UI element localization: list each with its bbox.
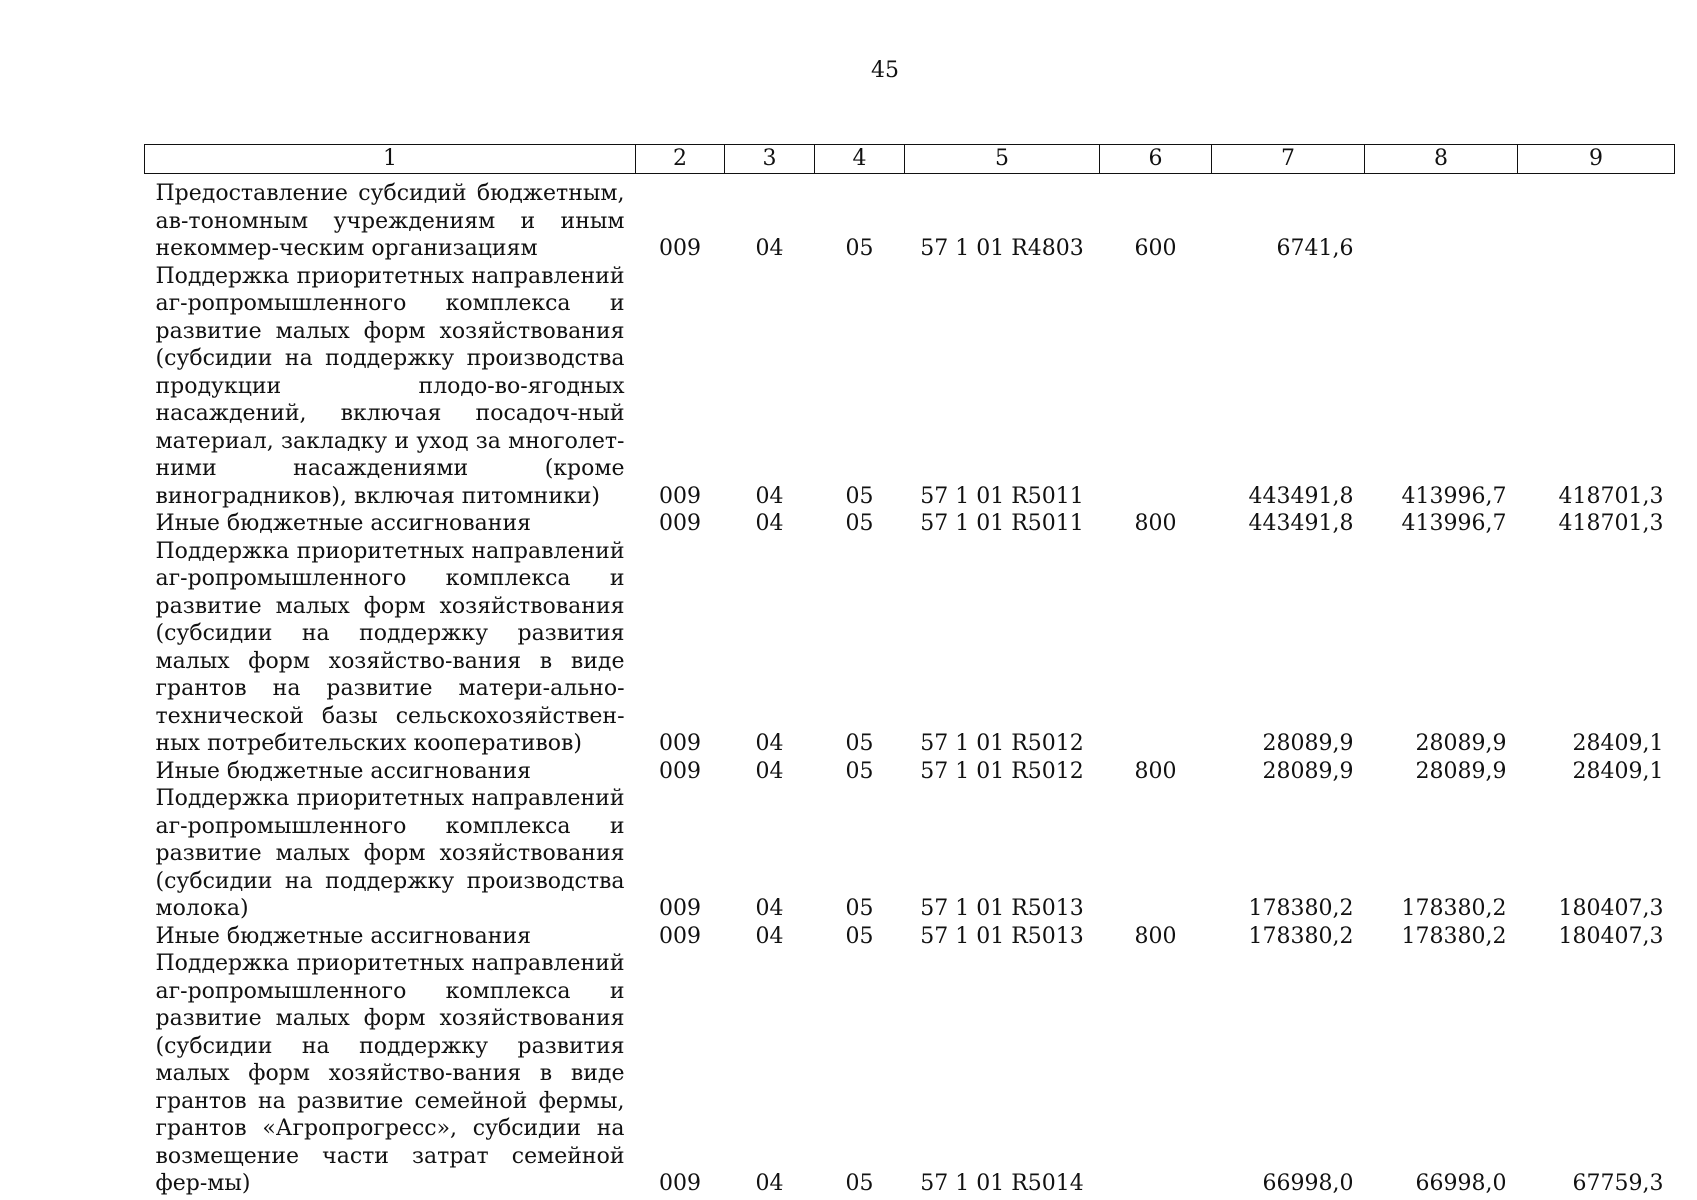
row-section-code: 04 — [755, 236, 784, 261]
row-ministry-code: 009 — [659, 511, 701, 536]
row-ministry-code: 009 — [659, 896, 701, 921]
row-ministry-code: 009 — [659, 923, 701, 949]
row-target-article: 57 1 01 R5011 — [920, 483, 1084, 509]
row-amount-9: 418701,3 — [1558, 483, 1664, 509]
row-section-code: 04 — [755, 511, 784, 536]
row-amount-9: 67759,3 — [1572, 1171, 1664, 1196]
row-ministry-code: 009 — [659, 758, 701, 784]
row-expense-type — [1100, 263, 1212, 511]
row-expense-type: 800 — [1134, 923, 1177, 949]
row-subsection-code: 05 — [845, 758, 874, 784]
row-amount-7: 443491,8 — [1248, 483, 1354, 509]
row-amount-8: 28089,9 — [1415, 731, 1507, 756]
row-subsection-code: 05 — [845, 511, 874, 536]
row-amount-9: 28409,1 — [1572, 731, 1664, 756]
table-row — [145, 180, 1675, 263]
row-subsection-code: 05 — [845, 896, 874, 921]
row-description: Поддержка приоритетных направлений аг-ропромышленного комплекса и развитие малых форм хозяйствования (субсидии на поддержку производства продукции плодо-во-ягодных насаждений, включая посадоч-ный материал, закладку и уход за многолет-ними насаждениями (кроме виноградников), включая питомники) — [155, 263, 625, 509]
row-section-code: 04 — [755, 758, 784, 784]
row-amount-7: 443491,8 — [1248, 511, 1354, 536]
header-row — [145, 145, 1675, 174]
row-description: Предоставление субсидий бюджетным, ав-тономным учреждениям и иным некоммер-ческим организациям — [155, 181, 625, 261]
table-row — [145, 538, 1675, 758]
table-row — [145, 785, 1675, 923]
row-ministry-code: 009 — [659, 236, 701, 261]
row-target-article: 57 1 01 R4803 — [920, 236, 1084, 261]
header-col-8: 8 — [1365, 145, 1518, 174]
row-amount-9 — [1518, 180, 1675, 263]
row-amount-8: 66998,0 — [1415, 1171, 1507, 1196]
row-subsection-code: 05 — [845, 923, 874, 949]
header-col-7: 7 — [1212, 145, 1365, 174]
row-ministry-code: 009 — [659, 483, 701, 509]
row-amount-7: 28089,9 — [1262, 731, 1354, 756]
row-amount-9: 180407,3 — [1558, 896, 1664, 921]
header-col-1: 1 — [145, 145, 636, 174]
row-amount-8: 413996,7 — [1401, 511, 1507, 536]
row-amount-8: 413996,7 — [1401, 483, 1507, 509]
row-description: Иные бюджетные ассигнования — [155, 923, 531, 949]
row-target-article: 57 1 01 R5012 — [920, 758, 1084, 784]
row-target-article: 57 1 01 R5013 — [920, 923, 1084, 949]
row-expense-type: 800 — [1134, 511, 1177, 536]
budget-table — [144, 144, 1675, 1198]
table-header — [145, 145, 1675, 174]
table-row — [145, 950, 1675, 1198]
row-amount-8: 178380,2 — [1401, 923, 1507, 949]
row-amount-9: 180407,3 — [1558, 923, 1664, 949]
header-col-5: 5 — [905, 145, 1100, 174]
row-subsection-code: 05 — [845, 1171, 874, 1196]
row-expense-type — [1100, 950, 1212, 1198]
header-col-4: 4 — [815, 145, 905, 174]
row-description: Иные бюджетные ассигнования — [155, 511, 531, 536]
header-col-9: 9 — [1518, 145, 1675, 174]
row-target-article: 57 1 01 R5013 — [920, 896, 1084, 921]
header-col-3: 3 — [725, 145, 815, 174]
row-expense-type — [1100, 538, 1212, 758]
row-section-code: 04 — [755, 923, 784, 949]
row-section-code: 04 — [755, 483, 784, 509]
row-amount-7: 66998,0 — [1262, 1171, 1354, 1196]
row-target-article: 57 1 01 R5012 — [920, 731, 1084, 756]
page-number: 45 — [871, 58, 899, 83]
table-row — [145, 758, 1675, 786]
row-description: Поддержка приоритетных направлений аг-ропромышленного комплекса и развитие малых форм хозяйствования (субсидии на поддержку развития малых форм хозяйство-вания в виде грантов на развитие матери-ально-технической базы сельскохозяйствен-ных потребительских кооперативов) — [155, 538, 625, 756]
row-amount-9: 28409,1 — [1572, 758, 1664, 784]
row-amount-8 — [1365, 180, 1518, 263]
row-ministry-code: 009 — [659, 731, 701, 756]
row-target-article: 57 1 01 R5011 — [920, 511, 1084, 536]
row-subsection-code: 05 — [845, 731, 874, 756]
row-amount-8: 178380,2 — [1401, 896, 1507, 921]
row-amount-7: 28089,9 — [1262, 758, 1354, 784]
row-section-code: 04 — [755, 731, 784, 756]
row-amount-7: 178380,2 — [1248, 923, 1354, 949]
row-amount-7: 6741,6 — [1276, 236, 1354, 261]
row-description: Поддержка приоритетных направлений аг-ропромышленного комплекса и развитие малых форм хозяйствования (субсидии на поддержку развития малых форм хозяйство-вания в виде грантов на развитие семейной фермы, грантов «Агропрогресс», субсидии на возмещение части затрат семейной фер-мы) — [155, 951, 625, 1196]
row-ministry-code: 009 — [659, 1171, 701, 1196]
row-target-article: 57 1 01 R5014 — [920, 1171, 1084, 1196]
row-expense-type — [1100, 785, 1212, 923]
table-row — [145, 263, 1675, 511]
table-body — [145, 174, 1675, 1198]
row-section-code: 04 — [755, 1171, 784, 1196]
row-subsection-code: 05 — [845, 236, 874, 261]
row-subsection-code: 05 — [845, 483, 874, 509]
row-description: Поддержка приоритетных направлений аг-ропромышленного комплекса и развитие малых форм хозяйствования (субсидии на поддержку производства молока) — [155, 786, 625, 921]
table-row — [145, 923, 1675, 951]
row-section-code: 04 — [755, 896, 784, 921]
row-expense-type: 600 — [1134, 236, 1177, 261]
header-col-2: 2 — [636, 145, 725, 174]
row-description: Иные бюджетные ассигнования — [155, 758, 531, 784]
row-amount-8: 28089,9 — [1415, 758, 1507, 784]
table-row — [145, 510, 1675, 538]
row-expense-type: 800 — [1134, 758, 1177, 784]
header-col-6: 6 — [1100, 145, 1212, 174]
row-amount-7: 178380,2 — [1248, 896, 1354, 921]
row-amount-9: 418701,3 — [1558, 511, 1664, 536]
